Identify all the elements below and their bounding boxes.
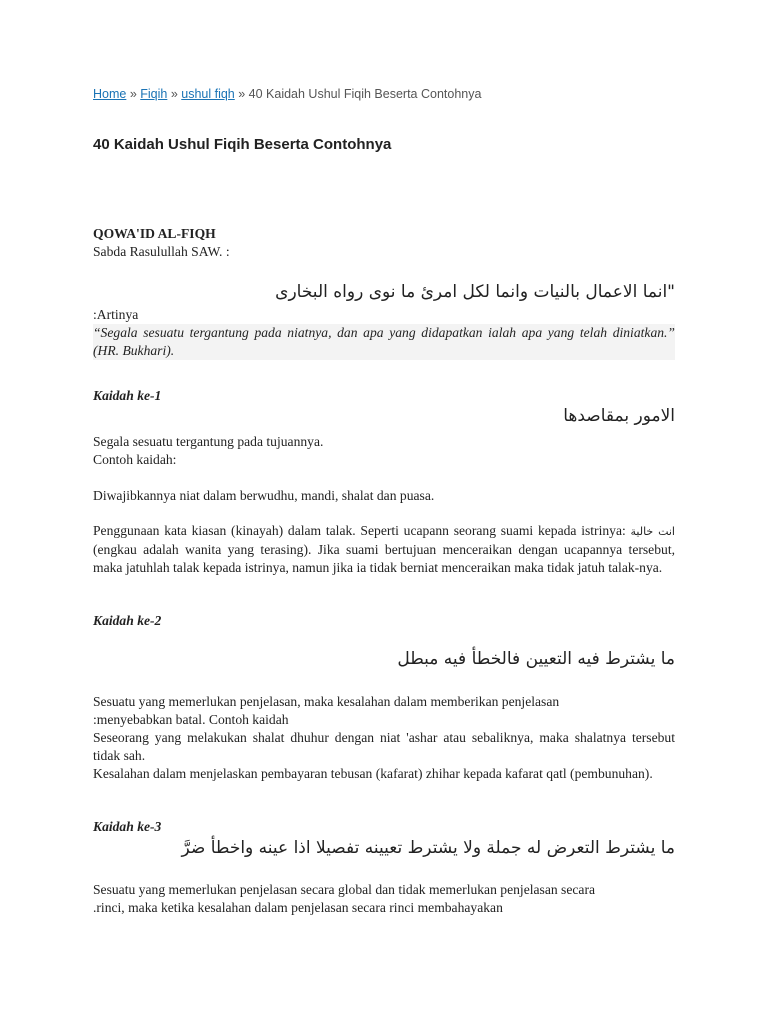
breadcrumb <box>93 87 481 101</box>
section-heading: QOWA'ID AL-FIQH <box>93 226 216 241</box>
page-title: 40 Kaidah Ushul Fiqih Beserta Contohnya <box>93 136 392 153</box>
example-2-text-start: Penggunaan kata kiasan (kinayah) dalam talak. Seperti ucapann seorang suami kepada istrinya: <box>93 523 631 538</box>
hadith-translation-quote: “Segala sesuatu tergantung pada niatnya, dan apa yang didapatkan ialah apa yang telah diniatkan.” (HR. Bukhari). <box>93 325 675 358</box>
kaidah-1-label: Kaidah ke-1 <box>93 388 162 403</box>
breadcrumb-fiqih-link[interactable]: Fiqih <box>140 87 168 101</box>
kaidah-1-meaning: Segala sesuatu tergantung pada tujuannya. <box>93 434 324 449</box>
breadcrumb-separator: » <box>126 87 141 101</box>
kaidah-1-example-1: Diwajibkannya niat dalam berwudhu, mandi, shalat dan puasa. <box>93 488 435 503</box>
breadcrumb-ushul-fiqh-link[interactable]: ushul fiqh <box>181 87 235 101</box>
kaidah-2-label: Kaidah ke-2 <box>93 613 162 628</box>
kaidah-1-example-2 <box>93 522 675 577</box>
kaidah-3-arabic: ما يشترط التعرض له جملة ولا يشترط تعيينه تفصيلا اذا عينه واخطأ ضرَّ <box>181 838 675 858</box>
kaidah-2-example-2: Kesalahan dalam menjelaskan pembayaran tebusan (kafarat) zhihar kepada kafarat qatl (pembunuhan). <box>93 766 653 781</box>
kaidah-3-meaning-cont: .rinci, maka ketika kesalahan dalam penjelasan secara rinci membahayakan <box>93 900 503 915</box>
kaidah-3-meaning: Sesuatu yang memerlukan penjelasan secara global dan tidak memerlukan penjelasan secara <box>93 882 596 897</box>
example-2-arabic-inline: انت خالية <box>630 525 675 538</box>
kaidah-1-arabic: الامور بمقاصدها <box>563 406 675 426</box>
kaidah-1-contoh-label: Contoh kaidah: <box>93 452 177 467</box>
kaidah-2-meaning: Sesuatu yang memerlukan penjelasan, maka kesalahan dalam memberikan penjelasan <box>93 694 560 709</box>
breadcrumb-home-link[interactable]: Home <box>93 87 127 101</box>
hadith-arabic: "انما الاعمال بالنيات وانما لكل امرئ ما نوى رواه البخارى <box>275 282 675 302</box>
kaidah-2-example-1: Seseorang yang melakukan shalat dhuhur dengan niat 'ashar atau sebaliknya, maka shalatnya tersebut tidak sah. <box>93 730 675 763</box>
example-2-text-end: (engkau adalah wanita yang terasing). Jika suami bertujuan menceraikan dengan ucapannya tersebut, maka jatuhlah talak kepada istrinya, namun jika ia tidak berniat menceraikan maka tidak jatuh talak-nya. <box>93 542 675 575</box>
kaidah-3-label: Kaidah ke-3 <box>93 819 162 834</box>
kaidah-2-arabic: ما يشترط فيه التعيين فالخطأ فيه مبطل <box>397 649 675 669</box>
kaidah-2-meaning-cont: :menyebabkan batal. Contoh kaidah <box>93 712 289 727</box>
breadcrumb-separator: » <box>167 87 182 101</box>
sabda-text: Sabda Rasulullah SAW. : <box>93 244 230 259</box>
breadcrumb-current: » 40 Kaidah Ushul Fiqih Beserta Contohnya <box>234 87 482 101</box>
artinya-label: :Artinya <box>93 307 139 322</box>
